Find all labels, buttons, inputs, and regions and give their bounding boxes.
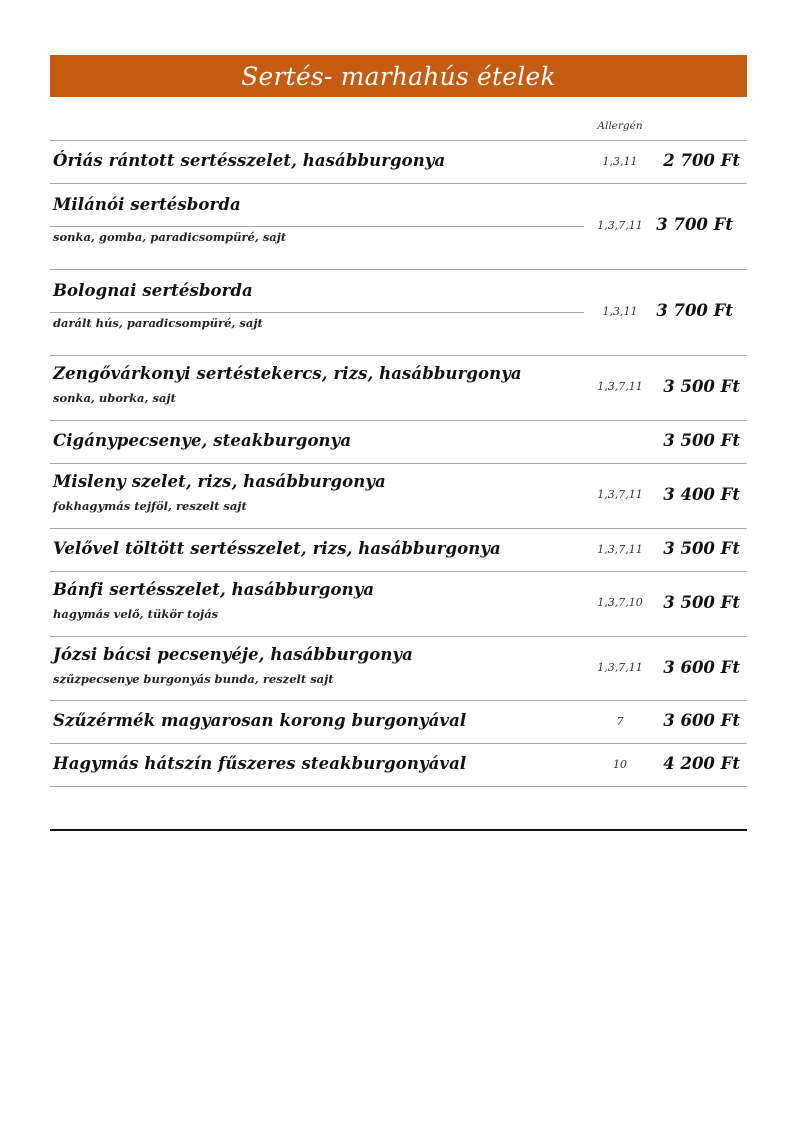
- item-description: hagymás velő, tükör tojás: [53, 607, 219, 621]
- menu-item: [50, 744, 747, 786]
- menu-item: [50, 637, 747, 700]
- item-name: Cigánypecsenye, steakburgonya: [53, 431, 352, 450]
- item-price: 3 500 Ft: [663, 431, 740, 450]
- item-price: 3 400 Ft: [663, 485, 740, 504]
- menu-item: [50, 701, 747, 743]
- item-name: Józsi bácsi pecsenyéje, hasábburgonya: [53, 645, 413, 664]
- item-allergens: 10: [613, 758, 627, 771]
- item-name: Zengővárkonyi sertéstekercs, rizs, hasábburgonya: [53, 364, 522, 383]
- item-description: sonka, uborka, sajt: [53, 391, 176, 405]
- section-end-rule: [50, 829, 747, 831]
- menu-item: [50, 529, 747, 571]
- item-name: Bolognai sertésborda: [53, 281, 253, 300]
- item-name: Hagymás hátszín fűszeres steakburgonyával: [53, 754, 467, 773]
- allergen-column-label: Allergén: [597, 120, 643, 132]
- item-description: szűzpecsenye burgonyás bunda, reszelt sajt: [53, 672, 334, 686]
- item-allergens: 1,3,7,11: [597, 661, 643, 674]
- item-allergens: 1,3,7,11: [597, 380, 643, 393]
- item-name: Milánói sertésborda: [53, 195, 241, 214]
- item-allergens: 1,3,7,11: [597, 543, 643, 556]
- menu-item: [50, 356, 747, 420]
- menu-item: [50, 270, 747, 355]
- item-allergens: 1,3,11: [602, 305, 638, 318]
- item-description: sonka, gomba, paradicsompüré, sajt: [53, 230, 287, 244]
- item-name: Bánfi sertésszelet, hasábburgonya: [53, 580, 375, 599]
- section-title: Sertés- marhahús ételek: [241, 61, 556, 91]
- item-name: Óriás rántott sertésszelet, hasábburgonya: [53, 151, 446, 170]
- item-price: 3 500 Ft: [663, 593, 740, 612]
- menu-item: [50, 184, 747, 269]
- item-name: Misleny szelet, rizs, hasábburgonya: [53, 472, 386, 491]
- item-price: 3 500 Ft: [663, 539, 740, 558]
- row-divider: [50, 786, 747, 787]
- item-allergens: 1,3,11: [602, 155, 638, 168]
- section-header-bar: [50, 55, 747, 97]
- item-description: darált hús, paradicsompüré, sajt: [53, 316, 263, 330]
- item-price: 3 600 Ft: [663, 711, 740, 730]
- item-price: 3 500 Ft: [663, 377, 740, 396]
- item-price: 3 700 Ft: [656, 215, 733, 234]
- menu-item: [50, 421, 747, 463]
- menu-item: [50, 464, 747, 528]
- item-description: fokhagymás tejföl, reszelt sajt: [53, 499, 247, 513]
- menu-item: [50, 572, 747, 636]
- item-name: Velővel töltött sertésszelet, rizs, hasábburgonya: [53, 539, 501, 558]
- item-allergens: 7: [616, 715, 624, 728]
- item-price: 2 700 Ft: [663, 151, 740, 170]
- item-allergens: 1,3,7,11: [597, 219, 643, 232]
- menu-item: [50, 141, 747, 183]
- item-price: 3 600 Ft: [663, 658, 740, 677]
- item-allergens: 1,3,7,10: [597, 596, 643, 609]
- item-price: 3 700 Ft: [656, 301, 733, 320]
- item-price: 4 200 Ft: [663, 754, 740, 773]
- item-allergens: 1,3,7,11: [597, 488, 643, 501]
- item-name: Szűzérmék magyarosan korong burgonyával: [53, 711, 467, 730]
